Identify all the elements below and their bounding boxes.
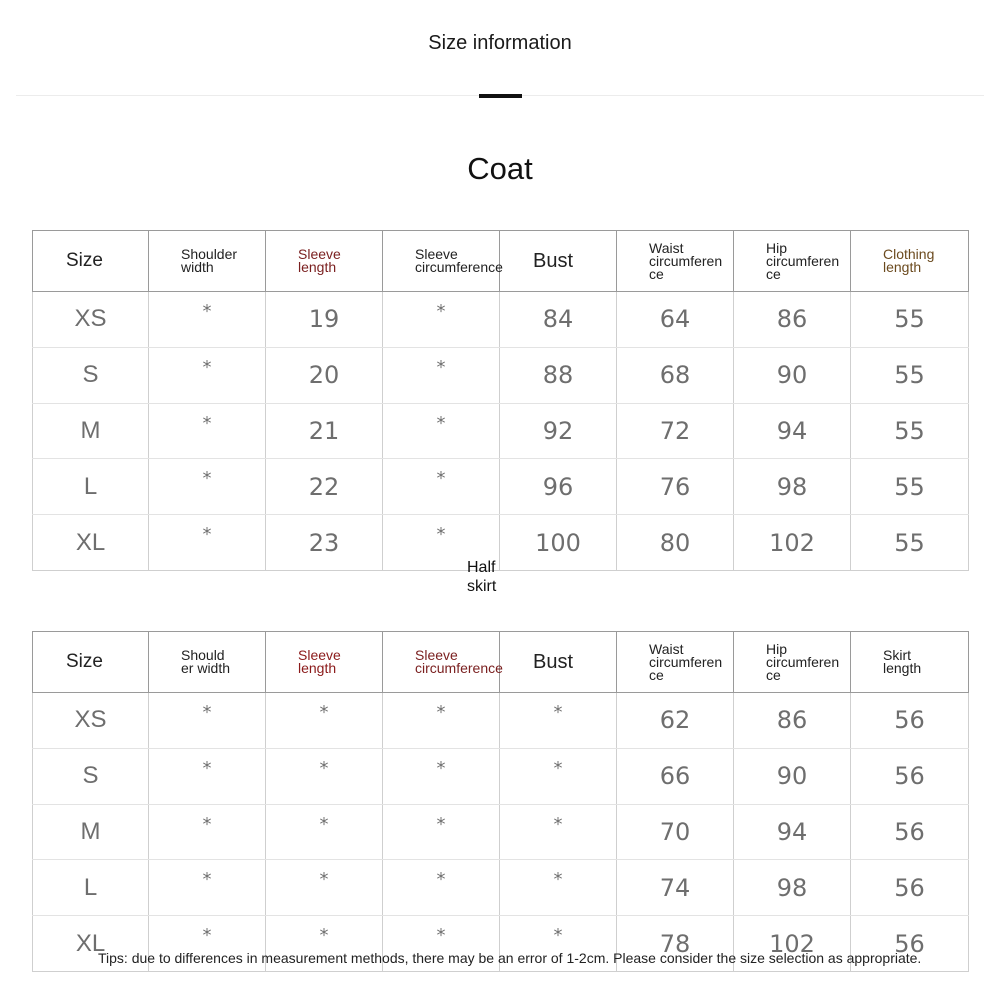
skirt-value-cell: 90 xyxy=(734,748,851,804)
coat-section-title: Coat xyxy=(467,151,533,186)
coat-value-cell: 100 xyxy=(500,515,617,571)
skirt-size-cell: S xyxy=(33,748,149,804)
coat-value-cell: 90 xyxy=(734,347,851,403)
coat-value-cell: * xyxy=(383,347,500,403)
coat-col-header xyxy=(851,231,969,292)
coat-size-cell: L xyxy=(33,459,149,515)
skirt-section-title-text: Half skirt xyxy=(467,559,497,595)
coat-table-row xyxy=(33,459,969,515)
coat-value-cell: 98 xyxy=(734,459,851,515)
skirt-col-header xyxy=(149,632,266,693)
skirt-value-cell: * xyxy=(149,860,266,916)
skirt-value-cell: 56 xyxy=(851,804,969,860)
coat-value-cell: * xyxy=(383,403,500,459)
skirt-col-header-label: Size xyxy=(66,651,103,672)
coat-value-cell: 55 xyxy=(851,292,969,348)
skirt-value-cell: 98 xyxy=(734,860,851,916)
coat-size-table xyxy=(32,230,969,571)
skirt-col-header-label: Should er width xyxy=(181,647,231,676)
skirt-value-cell: * xyxy=(383,748,500,804)
skirt-value-cell: 62 xyxy=(617,693,734,749)
skirt-value-cell: 56 xyxy=(851,693,969,749)
skirt-value-cell: 56 xyxy=(851,748,969,804)
skirt-col-header xyxy=(266,632,383,693)
skirt-value-cell: 86 xyxy=(734,693,851,749)
skirt-col-header xyxy=(734,632,851,693)
skirt-value-cell: * xyxy=(149,748,266,804)
coat-value-cell: * xyxy=(149,403,266,459)
skirt-table-row xyxy=(33,860,969,916)
skirt-value-cell: * xyxy=(383,693,500,749)
coat-col-header xyxy=(266,231,383,292)
skirt-value-cell: 66 xyxy=(617,748,734,804)
coat-value-cell: 80 xyxy=(617,515,734,571)
skirt-table-row xyxy=(33,804,969,860)
coat-col-header-label: Hip circumferen ce xyxy=(766,239,840,282)
coat-value-cell: 23 xyxy=(266,515,383,571)
skirt-value-cell: * xyxy=(500,916,617,972)
coat-col-header-label: Waist circumferen ce xyxy=(649,239,723,282)
skirt-value-cell: 56 xyxy=(851,916,969,972)
coat-value-cell: 102 xyxy=(734,515,851,571)
skirt-table-row xyxy=(33,693,969,749)
skirt-size-cell: M xyxy=(33,804,149,860)
skirt-value-cell: * xyxy=(383,804,500,860)
coat-value-cell: 72 xyxy=(617,403,734,459)
skirt-value-cell: * xyxy=(266,804,383,860)
coat-col-header-label: Sleeve circumference xyxy=(415,246,503,275)
skirt-value-cell: * xyxy=(266,916,383,972)
skirt-header-row xyxy=(33,632,969,693)
coat-col-header-label: Bust xyxy=(533,250,574,272)
coat-table-row xyxy=(33,403,969,459)
coat-size-cell: XS xyxy=(33,292,149,348)
skirt-col-header xyxy=(500,632,617,693)
skirt-value-cell: 74 xyxy=(617,860,734,916)
coat-value-cell: 55 xyxy=(851,347,969,403)
skirt-value-cell: 56 xyxy=(851,860,969,916)
coat-value-cell: 64 xyxy=(617,292,734,348)
skirt-col-header xyxy=(33,632,149,693)
coat-value-cell: 19 xyxy=(266,292,383,348)
coat-col-header xyxy=(734,231,851,292)
skirt-col-header xyxy=(617,632,734,693)
coat-table-row xyxy=(33,292,969,348)
coat-value-cell: * xyxy=(383,292,500,348)
skirt-col-header-label: Sleeve circumference xyxy=(415,647,503,676)
skirt-size-cell: L xyxy=(33,860,149,916)
skirt-size-cell: XS xyxy=(33,693,149,749)
skirt-col-header-label: Bust xyxy=(533,651,574,673)
coat-value-cell: 55 xyxy=(851,515,969,571)
coat-value-cell: 76 xyxy=(617,459,734,515)
coat-value-cell: 20 xyxy=(266,347,383,403)
coat-size-cell: M xyxy=(33,403,149,459)
coat-col-header xyxy=(149,231,266,292)
coat-value-cell: 84 xyxy=(500,292,617,348)
coat-value-cell: 68 xyxy=(617,347,734,403)
coat-value-cell: 94 xyxy=(734,403,851,459)
coat-value-cell: * xyxy=(383,459,500,515)
skirt-value-cell: * xyxy=(149,693,266,749)
skirt-col-header-label: Sleeve length xyxy=(298,647,341,676)
skirt-value-cell: * xyxy=(500,748,617,804)
skirt-table-row xyxy=(33,748,969,804)
measurement-tips: Tips: due to differences in measurement methods, there may be an error of 1-2cm. Please consider the size selection as appropriate. xyxy=(98,950,922,966)
skirt-value-cell: * xyxy=(149,916,266,972)
skirt-value-cell: * xyxy=(500,693,617,749)
header-accent-bar xyxy=(479,94,522,98)
coat-value-cell: * xyxy=(383,515,500,571)
coat-value-cell: * xyxy=(149,515,266,571)
coat-table-row xyxy=(33,347,969,403)
coat-value-cell: 55 xyxy=(851,459,969,515)
skirt-value-cell: * xyxy=(500,860,617,916)
skirt-col-header-label: Skirt length xyxy=(883,647,922,676)
coat-value-cell: * xyxy=(149,292,266,348)
coat-value-cell: 55 xyxy=(851,403,969,459)
skirt-size-table xyxy=(32,631,969,972)
coat-value-cell: 21 xyxy=(266,403,383,459)
coat-value-cell: * xyxy=(149,459,266,515)
skirt-value-cell: * xyxy=(383,860,500,916)
coat-col-header-label: Clothing length xyxy=(883,246,935,275)
skirt-value-cell: * xyxy=(266,693,383,749)
coat-col-header-label: Size xyxy=(66,250,103,271)
coat-header-row xyxy=(33,231,969,292)
coat-value-cell: * xyxy=(149,347,266,403)
skirt-col-header xyxy=(851,632,969,693)
skirt-value-cell: * xyxy=(149,804,266,860)
coat-value-cell: 92 xyxy=(500,403,617,459)
coat-value-cell: 86 xyxy=(734,292,851,348)
coat-value-cell: 96 xyxy=(500,459,617,515)
skirt-section-title xyxy=(467,558,507,596)
coat-col-header-label: Shoulder width xyxy=(181,246,238,275)
skirt-value-cell: 102 xyxy=(734,916,851,972)
coat-col-header xyxy=(33,231,149,292)
skirt-value-cell: 70 xyxy=(617,804,734,860)
skirt-size-cell: XL xyxy=(33,916,149,972)
skirt-col-header-label: Waist circumferen ce xyxy=(649,640,723,683)
skirt-value-cell: * xyxy=(383,916,500,972)
coat-size-cell: XL xyxy=(33,515,149,571)
coat-col-header-label: Sleeve length xyxy=(298,246,341,275)
skirt-value-cell: * xyxy=(500,804,617,860)
skirt-value-cell: 78 xyxy=(617,916,734,972)
coat-value-cell: 22 xyxy=(266,459,383,515)
skirt-col-header xyxy=(383,632,503,693)
skirt-value-cell: * xyxy=(266,748,383,804)
coat-col-header xyxy=(383,231,503,292)
skirt-value-cell: * xyxy=(266,860,383,916)
coat-value-cell: 88 xyxy=(500,347,617,403)
coat-col-header xyxy=(500,231,617,292)
coat-col-header xyxy=(617,231,734,292)
skirt-col-header-label: Hip circumferen ce xyxy=(766,640,840,683)
skirt-value-cell: 94 xyxy=(734,804,851,860)
coat-size-cell: S xyxy=(33,347,149,403)
page-header-title: Size information xyxy=(428,32,572,54)
